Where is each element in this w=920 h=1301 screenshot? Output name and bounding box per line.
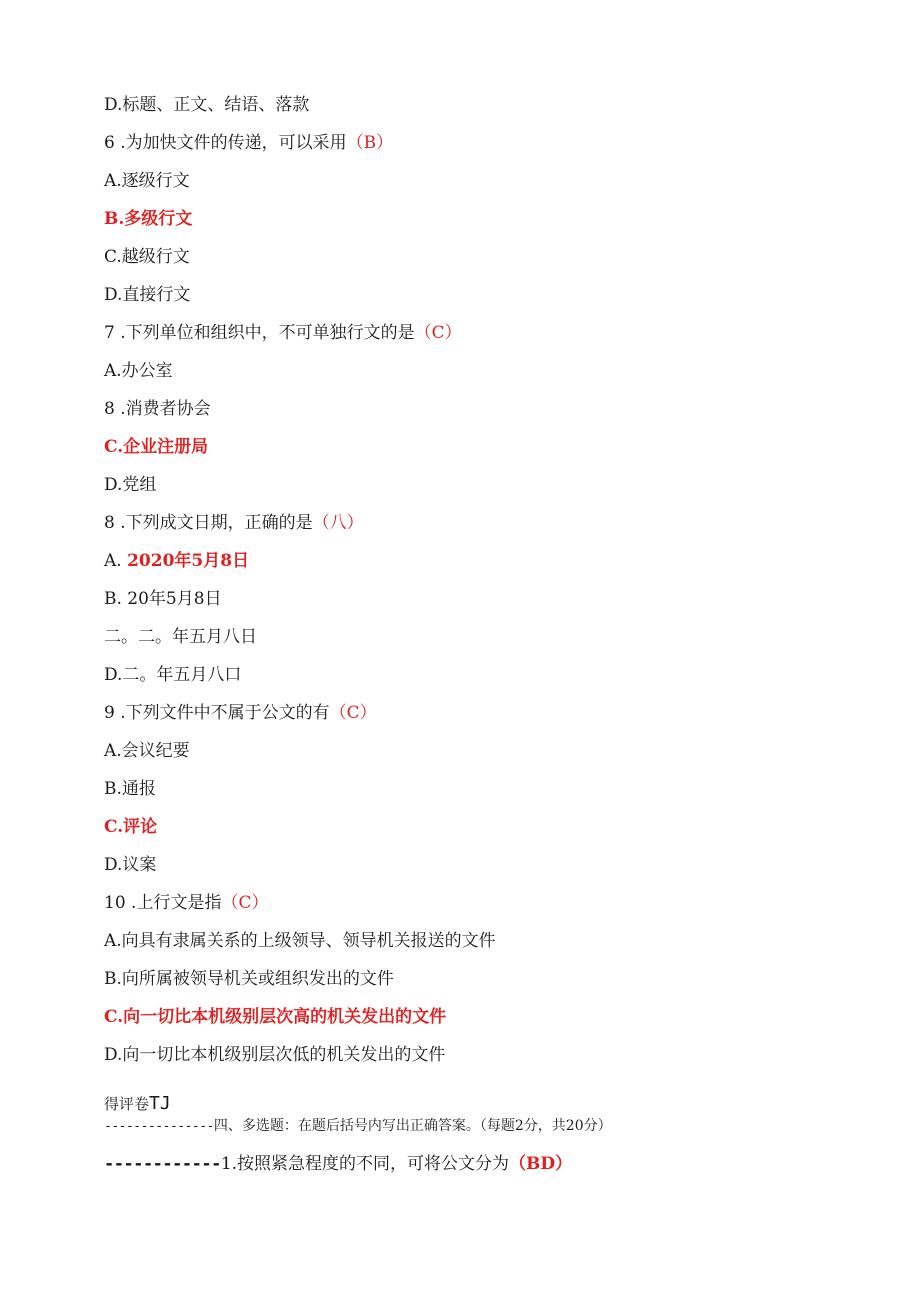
option-text: A.向具有隶属关系的上级领导、领导机关报送的文件 [104, 931, 496, 951]
score-label-text: 得评卷 [104, 1095, 150, 1113]
option-8d [104, 663, 241, 687]
option-7d [104, 473, 156, 497]
question-10 [104, 891, 268, 915]
option-text: A. [104, 551, 128, 571]
option-text: A.会议纪要 [104, 741, 190, 761]
option-text: C.向一切比本机级别层次高的机关发出的文件 [104, 1007, 447, 1027]
option-text: 8 .消费者协会 [104, 399, 211, 419]
section-heading-text: 四、多选题：在题后括号内写出正确答案。（每题2分，共20分） [213, 1118, 612, 1134]
option-text: D.二。年五月八口 [104, 665, 242, 685]
option-7b [104, 397, 211, 421]
option-text: D.直接行文 [104, 285, 191, 305]
answer-mark: 2020年5月8日 [127, 551, 250, 571]
answer-mark: （C） [329, 703, 377, 723]
section-dashes: --------------- [104, 1119, 214, 1134]
option-text: D.标题、正文、结语、落款 [104, 95, 310, 115]
option-text: B.多级行文 [104, 209, 193, 229]
answer-mark: （BD） [509, 1154, 573, 1174]
question-8 [104, 511, 364, 535]
option-9c-correct [104, 815, 157, 839]
option-5d [104, 93, 309, 117]
option-text: B.通报 [104, 779, 156, 799]
section-heading [104, 1116, 612, 1137]
option-text: C.企业注册局 [104, 437, 209, 457]
option-text: A.办公室 [104, 361, 173, 381]
multi-question-1 [104, 1152, 572, 1176]
option-9b [104, 777, 156, 801]
option-10c-correct [104, 1005, 446, 1029]
question-6 [104, 131, 393, 155]
option-6d [104, 283, 190, 307]
option-7a [104, 359, 173, 383]
option-8c [104, 625, 257, 649]
option-text: B.向所属被领导机关或组织发出的文件 [104, 969, 394, 989]
question-text: 9 .下列文件中不属于公文的有 [104, 703, 330, 723]
option-9d [104, 853, 156, 877]
option-10d [104, 1043, 445, 1067]
option-text: D.向一切比本机级别层次低的机关发出的文件 [104, 1045, 446, 1065]
option-text: A.逐级行文 [104, 171, 190, 191]
question-text: 8 .下列成文日期，正确的是 [104, 513, 313, 533]
option-9a [104, 739, 190, 763]
option-10b [104, 967, 394, 991]
option-8b [104, 587, 222, 611]
question-7 [104, 321, 462, 345]
question-text: 1.按照紧急程度的不同，可将公文分为 [220, 1154, 510, 1174]
option-text: B. 20年5月8日 [104, 589, 222, 609]
question-dashes: ------------ [104, 1154, 221, 1174]
option-8a-correct [104, 549, 249, 573]
option-6a [104, 169, 190, 193]
option-10a [104, 929, 496, 953]
question-text: 6 .为加快文件的传递，可以采用 [104, 133, 347, 153]
option-7c-correct [104, 435, 208, 459]
answer-mark: （B） [346, 133, 394, 153]
question-text: 10 .上行文是指 [104, 893, 222, 913]
option-text: D.党组 [104, 475, 157, 495]
option-text: 二。二。年五月八日 [104, 627, 257, 647]
option-6b-correct [104, 207, 192, 231]
question-9 [104, 701, 377, 725]
answer-mark: （C） [221, 893, 269, 913]
score-label [104, 1092, 171, 1116]
option-6c [104, 245, 190, 269]
option-text: C.越级行文 [104, 247, 190, 267]
option-text: D.议案 [104, 855, 157, 875]
answer-mark: （C） [414, 323, 462, 343]
option-text: C.评论 [104, 817, 158, 837]
answer-mark: （八） [312, 513, 364, 533]
score-suffix: TJ [149, 1093, 171, 1114]
question-text: 7 .下列单位和组织中，不可单独行文的是 [104, 323, 415, 343]
